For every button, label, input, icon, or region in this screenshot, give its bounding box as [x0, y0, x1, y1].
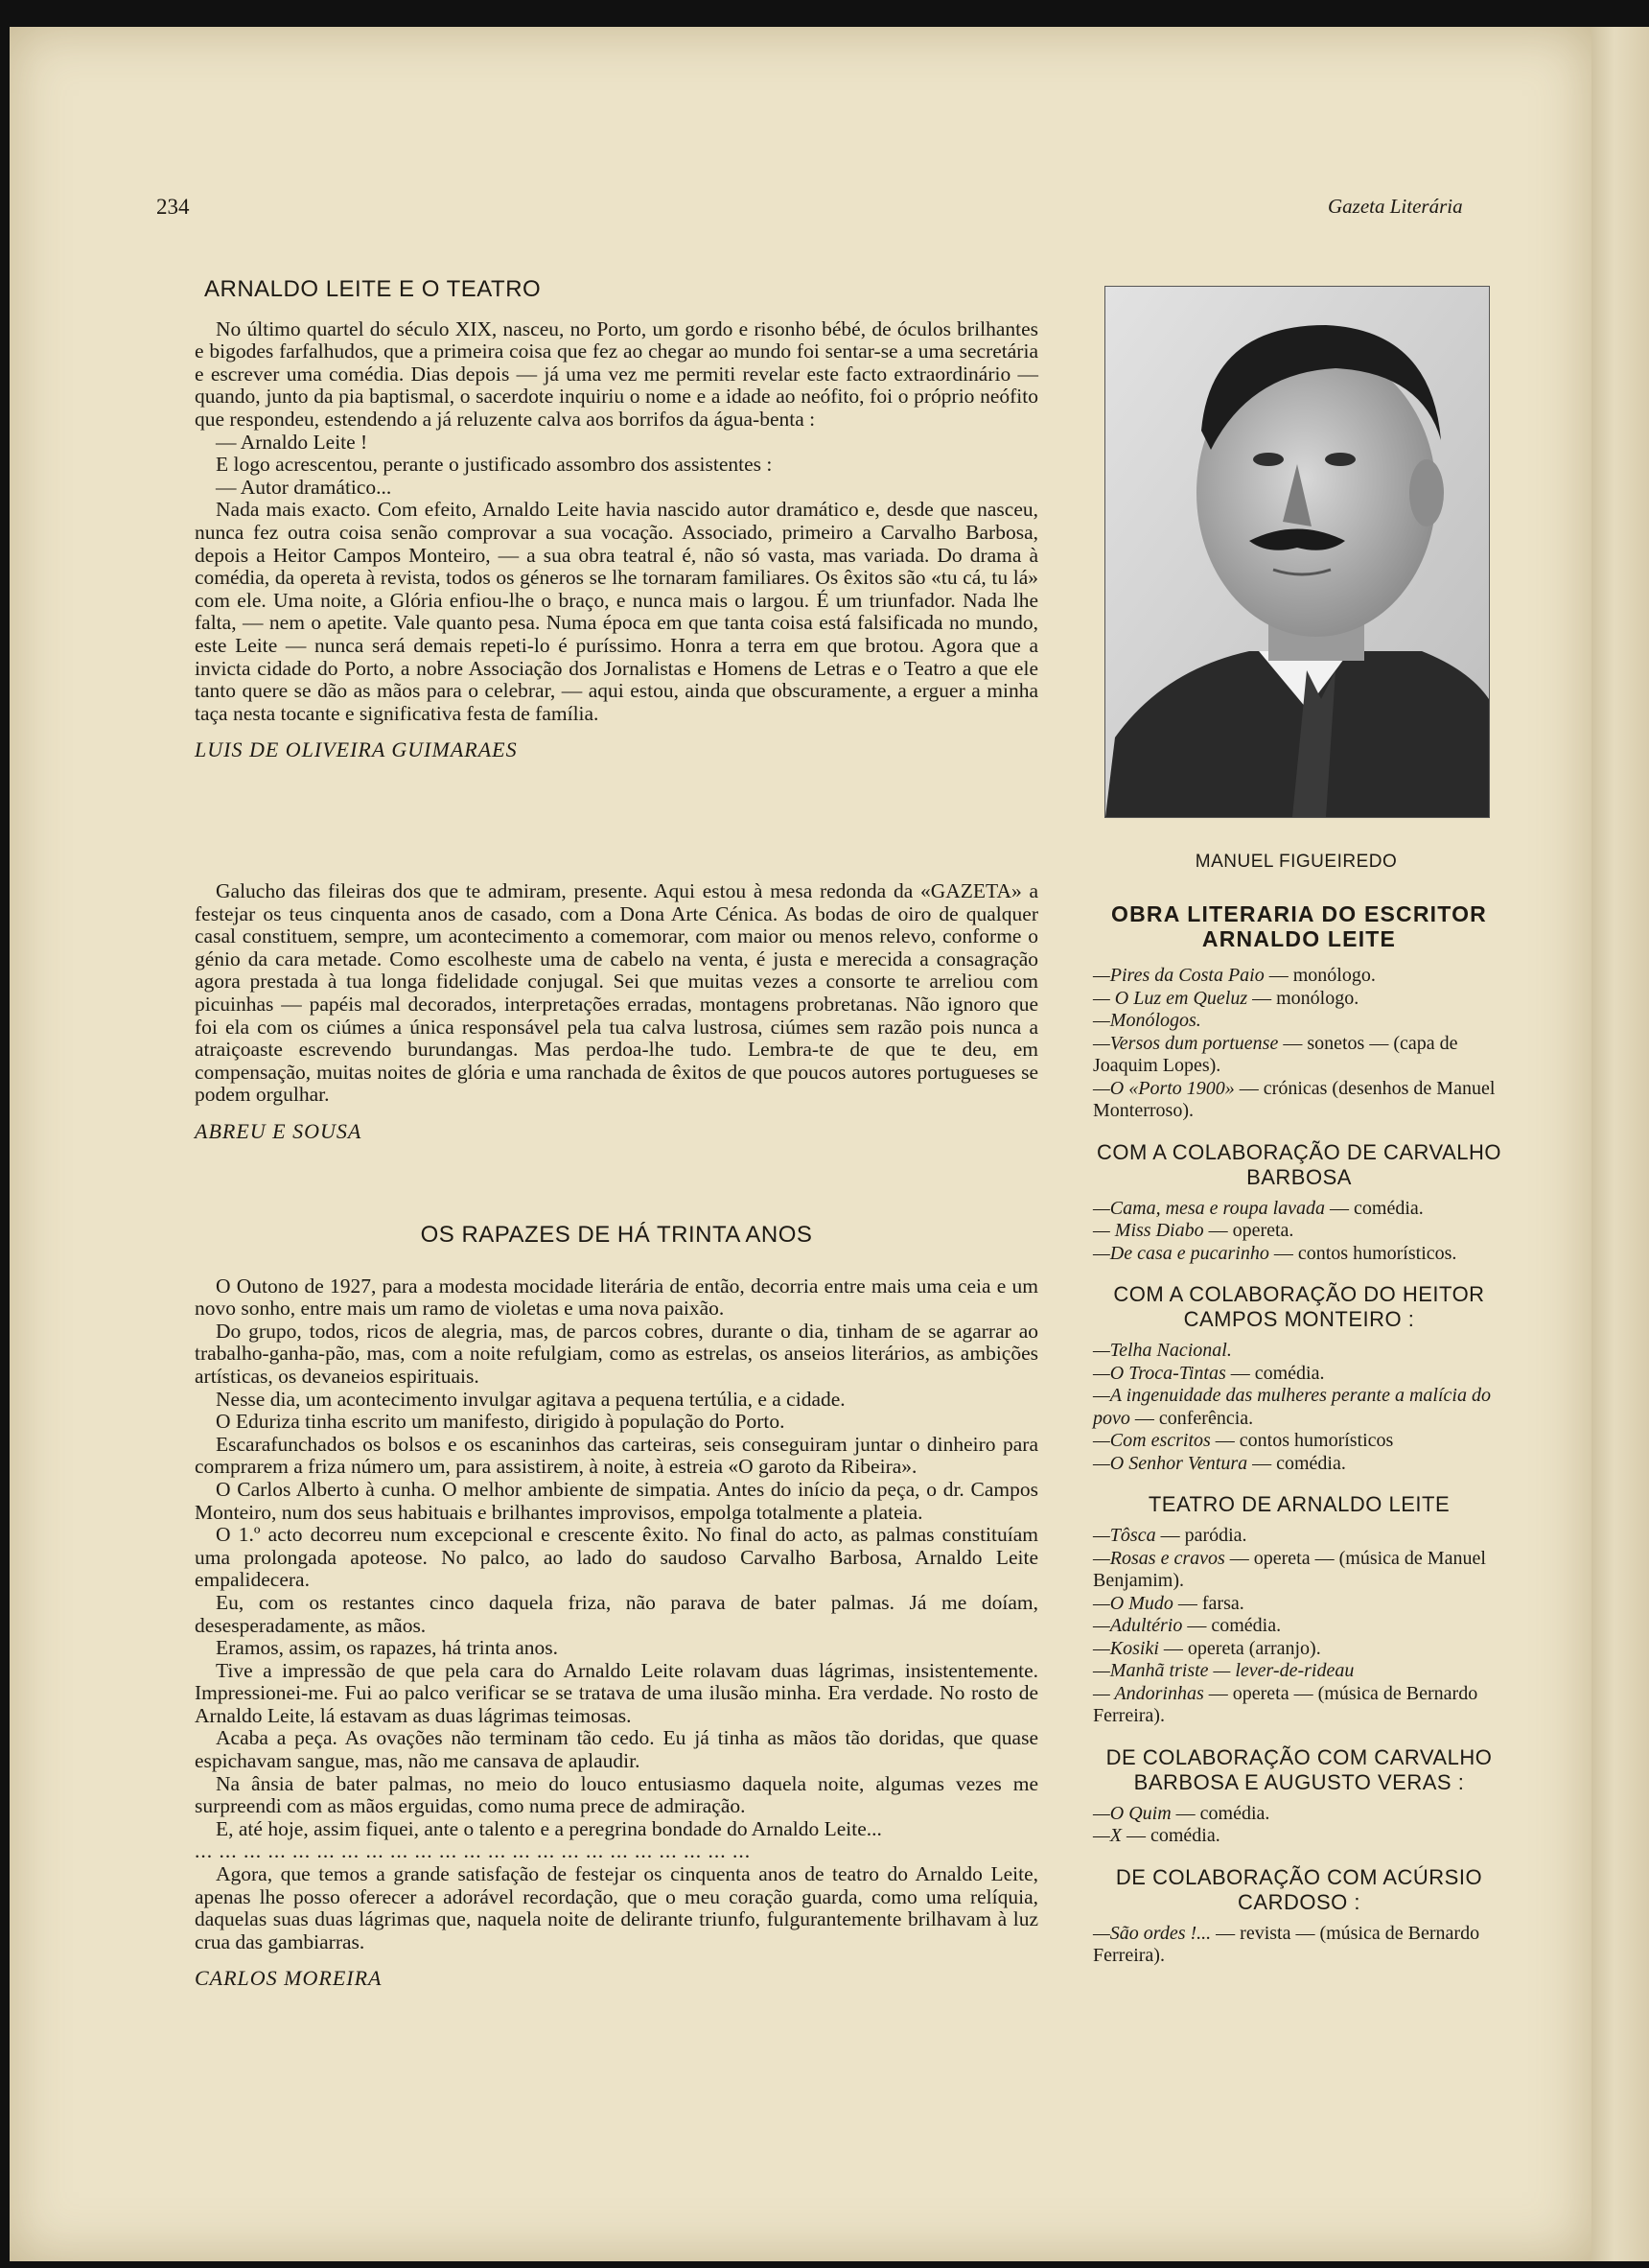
paragraph: Do grupo, todos, ricos de alegria, mas, de parcos cobres, durante o dia, tinham de se agarrar ao trabalho-ganha-pão, mas, com a noite refulgiam, como as estrelas, os anseios literários, as ambições artísticas, os devaneios espirituais. [195, 1319, 1038, 1388]
work-description: — crónicas (desenhos de Manuel Monterroso). [1093, 1077, 1496, 1121]
work-title: —Cama, mesa e roupa lavada [1093, 1197, 1326, 1219]
work-item [1093, 1548, 1505, 1593]
paragraph: — Arnaldo Leite ! [216, 430, 368, 454]
work-description: — paródia. [1155, 1525, 1247, 1546]
work-title: —O Mudo [1093, 1592, 1173, 1614]
work-list [1093, 1198, 1505, 1266]
work-description: — monólogo. [1264, 965, 1376, 986]
work-description: — opereta — (música de Bernardo Ferreira). [1093, 1682, 1478, 1726]
paragraph: Nesse dia, um acontecimento invulgar agitava a pequena tertúlia, e a cidade. [216, 1387, 846, 1411]
work-item [1093, 1010, 1505, 1033]
paragraph: E logo acrescentou, perante o justificado assombro dos assistentes : [216, 453, 773, 477]
work-item [1093, 1340, 1505, 1363]
work-title: —X [1093, 1825, 1122, 1846]
work-description: — comédia. [1325, 1197, 1424, 1219]
paragraph: Escarafunchados os bolsos e os escaninhos das carteiras, seis conseguiram juntar o dinheiro para comprarem a friza número um, para assistirem, à noite, à estreia «O garoto da Ribeira». [195, 1432, 1038, 1479]
article-rapazes [195, 1224, 1038, 1990]
bibliography-groups [1093, 965, 1505, 1985]
bibliography-group [1093, 1492, 1505, 1745]
signature: ABREU E SOUSA [195, 1118, 362, 1143]
bibliography-group [1093, 1140, 1505, 1283]
paragraph: Eramos, assim, os rapazes, há trinta anos. [216, 1636, 559, 1660]
group-heading: COM A COLABORAÇÃO DO HEITOR CAMPOS MONTEIRO : [1113, 1282, 1485, 1331]
bibliography-group [1093, 1282, 1505, 1492]
paragraph: Galucho das fileiras dos que te admiram, presente. Aqui estou à mesa redonda da «GAZETA» a festejar os teus cinquenta anos de casado, com a Dona Arte Cénica. As bodas de oiro de qualquer casal constituem, sempre, um acontecimento a comemorar, com maior ou menos relevo, conforme o génio da cara metade. Como escolheste uma de cabelo na venta, é justa e merecida a consagração agora prestada à tua longa fidelidade conjugal. Sei que muitas vezes a consorte te arreliou com picuinhas — papéis mal decorados, interpretações erradas, montagens probretanas. Não ignoro que foi ela com os ciúmes a única responsável pela tua calva lustrosa, ciúmes sem razão pois nunca a atraiçoaste escrevendo burundangas. Mas perdoa-lhe tudo. Lembra-te de que te deu, em compensação, muitas noites de glória e uma ranchada de êxitos de que poucos autores portugueses se podem orgulhar. [195, 879, 1038, 1107]
page-edge [1591, 27, 1649, 2261]
portrait-image [1105, 287, 1489, 817]
signature: LUIS DE OLIVEIRA GUIMARAES [195, 737, 518, 762]
work-title: —Manhã triste — lever-de-rideau [1093, 1660, 1355, 1681]
work-title: —O Quim [1093, 1802, 1172, 1824]
work-title: —Monólogos. [1093, 1010, 1201, 1031]
work-description: — comédia. [1171, 1802, 1270, 1824]
work-item [1093, 988, 1505, 1011]
work-description: — comédia. [1182, 1615, 1282, 1636]
bibliography-sidebar [1093, 901, 1505, 1985]
bibliography-group [1093, 1865, 1505, 1985]
work-description: — comédia. [1247, 1452, 1346, 1474]
work-description: — conferência. [1129, 1407, 1254, 1429]
ellipsis-line: ... ... ... ... ... ... ... ... ... ... ... ... ... ... ... ... ... ... ... ... ... ... ... [195, 1839, 752, 1863]
work-item [1093, 965, 1505, 988]
journal-title: Gazeta Literária [1328, 195, 1463, 218]
article-arnaldo-leite-teatro [195, 278, 1038, 761]
paragraph: E, até hoje, assim fiquei, ante o talento e a peregrina bondade do Arnaldo Leite... [216, 1816, 882, 1840]
work-list [1093, 1525, 1505, 1728]
work-item [1093, 1243, 1505, 1266]
bibliography-group [1093, 1745, 1505, 1865]
work-description: — opereta (arranjo). [1158, 1637, 1321, 1659]
divider [1093, 951, 1505, 965]
magazine-page [10, 27, 1591, 2261]
article-title: OS RAPAZES DE HÁ TRINTA ANOS [420, 1222, 813, 1248]
work-list [1093, 965, 1505, 1123]
paragraph: O 1.º acto decorreu num excepcional e crescente êxito. No final do acto, as palmas constituíam uma prolongada apoteose. No palco, ao lado do saudoso Carvalho Barbosa, Arnaldo Leite empalidecera. [195, 1523, 1038, 1592]
paragraph: Tive a impressão de que pela cara do Arnaldo Leite rolavam duas lágrimas, insistentemente. Impressionei-me. Fui ao palco verificar se se tratava de uma ilusão minha. Era verdade. No rosto de Arnaldo Leite, lá estavam as duas lágrimas teimosas. [195, 1658, 1038, 1727]
work-item [1093, 1078, 1505, 1123]
work-title: —Telha Nacional. [1093, 1340, 1232, 1361]
work-list [1093, 1340, 1505, 1475]
paragraph: Agora, que temos a grande satisfação de festejar os cinquenta anos de teatro do Arnaldo Leite, apenas lhe posso oferecer a adorável recordação, que o meu coração guarda, como uma relíquia, daquelas suas duas lágrimas que, naquela noite de delirante triunfo, fulgurantemente brilhavam à luz crua das gambiarras. [195, 1862, 1038, 1953]
work-title: —O Senhor Ventura [1093, 1452, 1248, 1474]
work-title: —Versos dum portuense [1093, 1032, 1279, 1054]
work-title: — O Luz em Queluz [1093, 987, 1248, 1009]
work-item [1093, 1923, 1505, 1968]
work-title: — Andorinhas [1093, 1682, 1204, 1704]
work-description: — contos humorísticos [1210, 1430, 1394, 1451]
work-item [1093, 1198, 1505, 1221]
photo-caption: MANUEL FIGUEIREDO [1195, 852, 1398, 872]
article-galucho [195, 880, 1038, 1143]
work-title: —São ordes !... [1093, 1922, 1212, 1944]
group-heading: TEATRO DE ARNALDO LEITE [1148, 1492, 1451, 1516]
paragraph: O Outono de 1927, para a modesta mocidade literária de então, decorria entre mais uma ceia e um novo sonho, entre mais um ramo de violetas e uma nova paixão. [195, 1274, 1038, 1321]
group-heading: DE COLABORAÇÃO COM CARVALHO BARBOSA E AUGUSTO VERAS : [1105, 1744, 1493, 1794]
work-title: —Com escritos [1093, 1430, 1211, 1451]
work-item [1093, 1803, 1505, 1826]
work-item [1093, 1220, 1505, 1243]
work-item [1093, 1593, 1505, 1616]
work-title: —Kosiki [1093, 1637, 1159, 1659]
work-item [1093, 1363, 1505, 1386]
bibliography-title: OBRA LITERARIA DO ESCRITOR ARNALDO LEITE [1111, 901, 1487, 951]
work-description: — monólogo. [1247, 987, 1359, 1009]
work-list [1093, 1803, 1505, 1848]
work-title: —O «Porto 1900» [1093, 1077, 1235, 1099]
paragraph: O Carlos Alberto à cunha. O melhor ambiente de simpatia. Antes do início da peça, o dr. Campos Monteiro, num dos seus habituais e brilhantes improvisos, empolga totalmente a plateia. [195, 1477, 1038, 1524]
work-title: —Adultério [1093, 1615, 1183, 1636]
work-title: — Miss Diabo [1093, 1220, 1204, 1241]
paragraph: No último quartel do século XIX, nasceu, no Porto, um gordo e risonho bébé, de óculos brilhantes e bigodes farfalhudos, que a primeira coisa que fez ao chegar ao mundo foi sentar-se a uma secretária e escrever uma comédia. Dias depois — já uma vez me permiti revelar este facto extraordinário — quando, junto da pia baptismal, o sacerdote inquiriu o nome e a idade ao neófito, foi o próprio neófito que respondeu, estendendo a já reluzente calva aos borrifos da água-benta : [195, 316, 1038, 431]
work-item [1093, 1683, 1505, 1728]
signature: CARLOS MOREIRA [195, 1966, 383, 1991]
work-description: — comédia. [1225, 1362, 1325, 1384]
paragraph: Eu, com os restantes cinco daquela friza, não parava de bater palmas. Já me doíam, desesperadamente, as mãos. [195, 1590, 1038, 1637]
work-item [1093, 1660, 1505, 1683]
work-description: — opereta. [1203, 1220, 1294, 1241]
paragraph: Nada mais exacto. Com efeito, Arnaldo Leite havia nascido autor dramático e, desde que nasceu, nunca fez outra coisa senão comprovar a sua vocação. Associado, primeiro a Carvalho Barbosa, depois a Heitor Campos Monteiro, — a sua obra teatral é, não só vasta, mas variada. Do drama à comédia, da opereta à revista, todos os géneros se lhe tornaram familiares. Os êxitos são «tu cá, tu lá» com ele. Uma noite, a Glória enfiou-lhe o braço, e nunca mais o largou. É um triunfador. Nada lhe falta, — nem o apetite. Vale quanto pesa. Numa época em que tanta coisa está falsificada no mundo, este Leite — nunca será demais repeti-lo é puríssimo. Honra a terra em que brotou. Agora que a invicta cidade do Porto, a nobre Associação dos Jornalistas e Homens de Letras e o Teatro a que ele tanto quere se dão as mãos para o celebrar, — aqui estou, ainda que obscuramente, a erguer a minha taça nesta tocante e significativa festa de família. [195, 498, 1038, 725]
portrait-photo [1104, 286, 1490, 818]
group-heading: COM A COLABORAÇÃO DE CARVALHO BARBOSA [1096, 1139, 1501, 1189]
work-item [1093, 1825, 1505, 1848]
work-title: —Rosas e cravos [1093, 1547, 1225, 1569]
work-title: —O Troca-Tintas [1093, 1362, 1226, 1384]
work-item [1093, 1615, 1505, 1638]
work-item [1093, 1430, 1505, 1453]
paragraph: Acaba a peça. As ovações não terminam tão cedo. Eu já tinha as mãos tão doridas, que quase espichavam sangue, mas, não me cansava de aplaudir. [195, 1726, 1038, 1773]
page-number: 234 [156, 195, 190, 219]
bibliography-group [1093, 965, 1505, 1140]
work-title: —Tôsca [1093, 1525, 1156, 1546]
work-description: — comédia. [1122, 1825, 1220, 1846]
article-title: ARNALDO LEITE E O TEATRO [204, 276, 542, 302]
work-item [1093, 1453, 1505, 1476]
work-description: — opereta — (música de Manuel Benjamim). [1093, 1547, 1486, 1591]
paragraph: O Eduriza tinha escrito um manifesto, dirigido à população do Porto. [216, 1410, 785, 1434]
work-title: —A ingenuidade das mulheres perante a malícia do povo [1093, 1385, 1491, 1429]
work-item [1093, 1638, 1505, 1661]
paragraph: — Autor dramático... [216, 475, 392, 499]
work-list [1093, 1923, 1505, 1968]
work-title: —De casa e pucarinho [1093, 1242, 1269, 1264]
article-body [195, 318, 1038, 726]
work-item [1093, 1033, 1505, 1078]
paragraph: Na ânsia de bater palmas, no meio do louco entusiasmo daquela noite, algumas vezes me surpreendi com as mãos erguidas, como numa prece de admiração. [195, 1771, 1038, 1818]
work-description: — contos humorísticos. [1268, 1242, 1457, 1264]
work-description: — sonetos — (capa de Joaquim Lopes). [1093, 1032, 1458, 1076]
group-heading: DE COLABORAÇÃO COM ACÚRSIO CARDOSO : [1115, 1864, 1483, 1914]
work-item [1093, 1525, 1505, 1548]
work-item [1093, 1385, 1505, 1430]
work-description: — revista — (música de Bernardo Ferreira). [1093, 1922, 1480, 1966]
work-title: —Pires da Costa Paio [1093, 965, 1265, 986]
work-description: — farsa. [1173, 1592, 1244, 1614]
